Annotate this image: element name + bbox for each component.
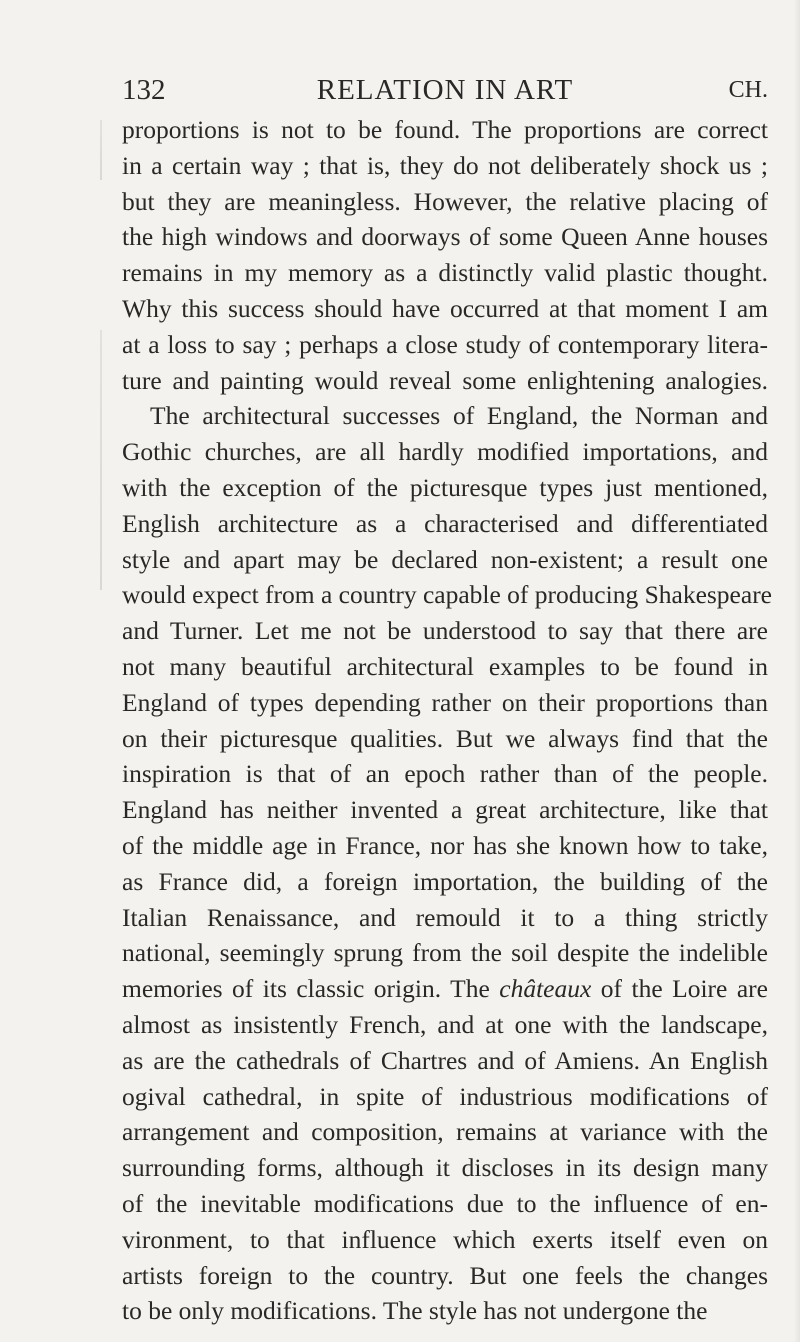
text-line: remains in my memory as a distinctly valid plastic thought.: [122, 258, 768, 288]
text-line: the high windows and doorways of some Queen Anne houses: [122, 222, 768, 252]
text-line: to be only modifications. The style has not undergone the: [122, 1296, 708, 1326]
text-line: English architecture as a characterised and differentiated: [122, 508, 768, 538]
text-line: Italian Renaissance, and remould it to a thing strictly: [122, 902, 768, 932]
margin-shadow: [100, 120, 102, 180]
text-line: would expect from a country capable of producing Shakespeare: [122, 580, 773, 610]
page-number: 132: [122, 74, 166, 106]
text-line: not many beautiful architectural examples to be found in: [122, 651, 768, 681]
text-line: Why this success should have occurred at that moment I am: [122, 293, 768, 323]
text-line: at a loss to say ; perhaps a close study of contemporary litera-: [122, 329, 768, 359]
text-line: as France did, a foreign importation, the building of the: [122, 866, 768, 896]
text-line: almost as insistently French, and at one with the landscape,: [122, 1009, 768, 1039]
text-line: and Turner. Let me not be understood to say that there are: [122, 616, 768, 646]
text-line: inspiration is that of an epoch rather than of the people.: [122, 759, 768, 789]
text-line: but they are meaningless. However, the relative placing of: [122, 186, 768, 216]
text-line: vironment, to that influence which exerts itself even on: [122, 1224, 768, 1254]
text-line: [122, 971, 768, 1007]
text-line: of the middle age in France, nor has she known how to take,: [122, 830, 768, 860]
text-line: ogival cathedral, in spite of industrious modifications of: [122, 1081, 768, 1111]
text-segment: memories of its classic origin. The: [122, 974, 500, 1004]
text-segment: of the Loire are: [591, 974, 768, 1004]
running-header: [122, 70, 768, 110]
text-line: England has neither invented a great architecture, like that: [122, 795, 768, 825]
chapter-label: CH.: [728, 77, 768, 103]
text-line: with the exception of the picturesque types just mentioned,: [122, 472, 768, 502]
running-title: RELATION IN ART: [316, 74, 574, 106]
text-line: ture and painting would reveal some enlightening analogies.: [122, 365, 768, 395]
text-line: England of types depending rather on their proportions than: [122, 687, 768, 717]
italic-term: châteaux: [499, 974, 592, 1004]
text-line: arrangement and composition, remains at variance with the: [122, 1117, 768, 1147]
text-line: surrounding forms, although it discloses in its design many: [122, 1153, 768, 1183]
text-line: national, seemingly sprung from the soil despite the indelible: [122, 938, 768, 968]
text-line: Gothic churches, are all hardly modified importations, and: [122, 437, 768, 467]
text-line: in a certain way ; that is, they do not deliberately shock us ;: [122, 150, 768, 180]
margin-shadow: [100, 330, 102, 590]
text-line: as are the cathedrals of Chartres and of Amiens. An English: [122, 1045, 768, 1075]
page-edge: [794, 0, 800, 1342]
text-line: on their picturesque qualities. But we always find that the: [122, 723, 768, 753]
text-line: proportions is not to be found. The proportions are correct: [122, 115, 768, 144]
text-line: style and apart may be declared non-existent; a result one: [122, 544, 768, 574]
body-text: [122, 112, 773, 1329]
text-line: artists foreign to the country. But one feels the changes: [122, 1260, 768, 1290]
text-line: of the inevitable modifications due to the influence of en-: [122, 1188, 768, 1218]
text-line: The architectural successes of England, the Norman and: [150, 401, 768, 431]
